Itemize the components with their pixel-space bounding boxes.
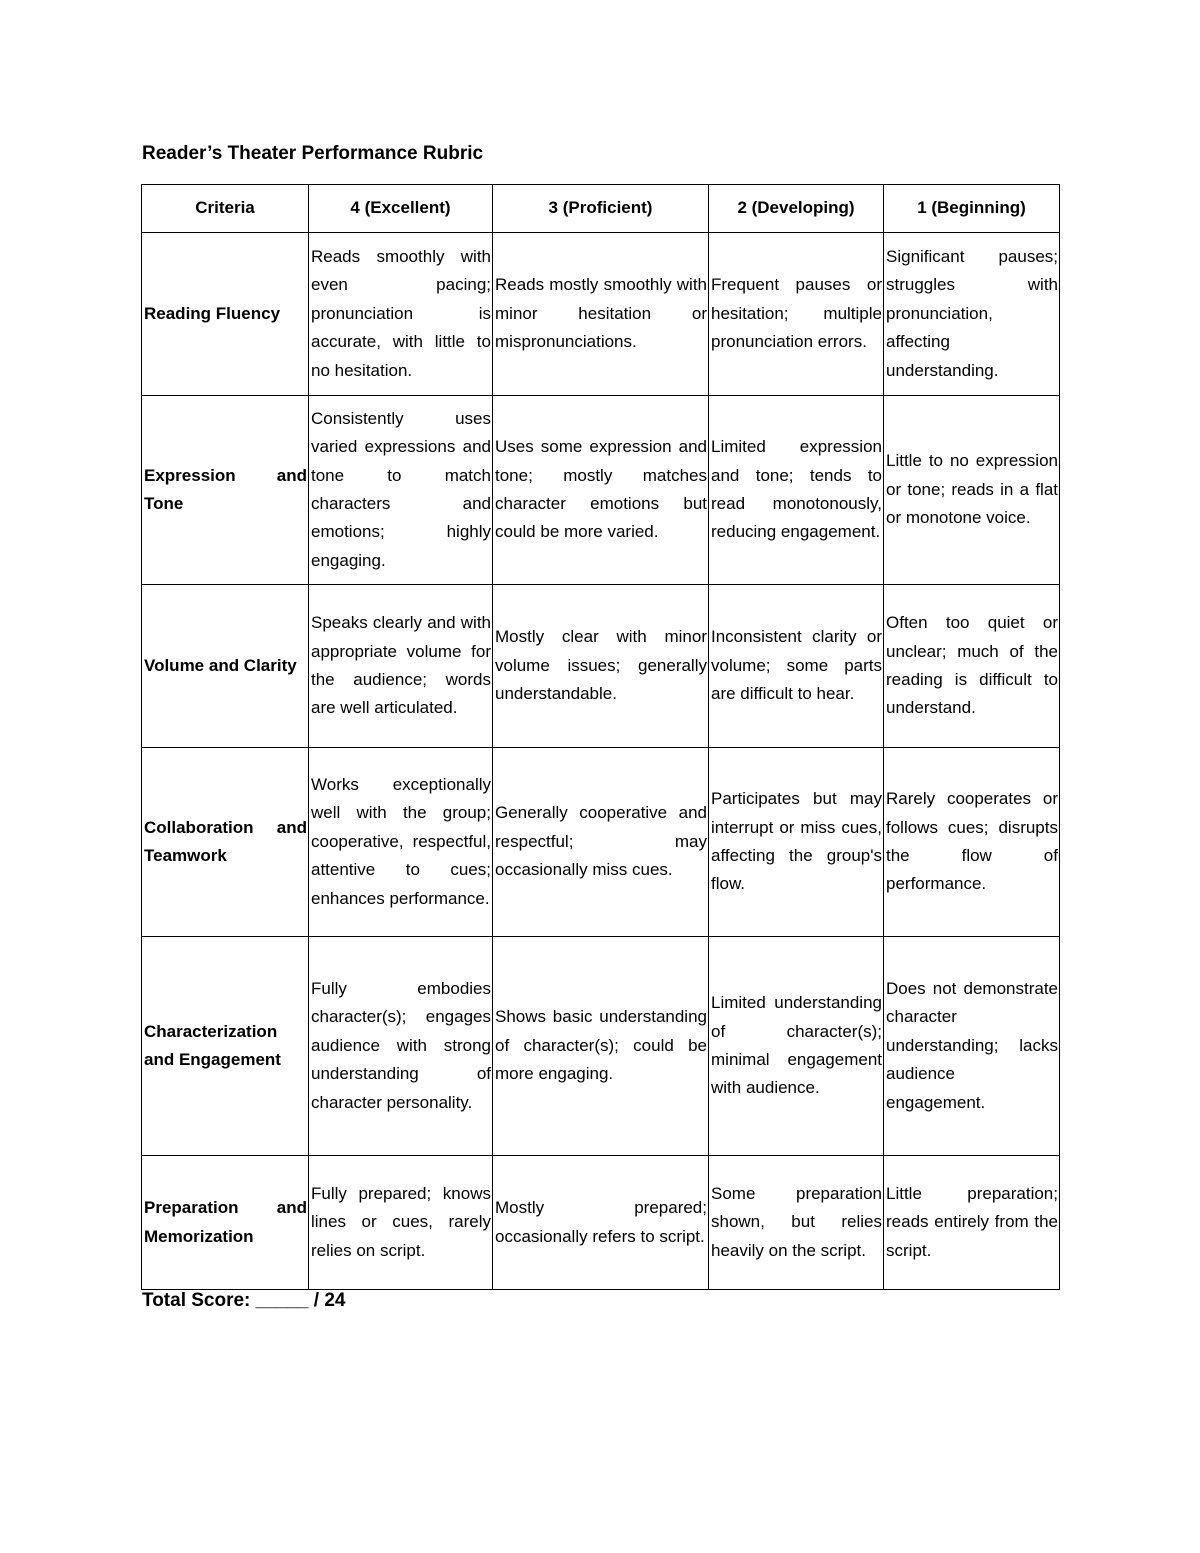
header-proficient: 3 (Proficient) (493, 185, 709, 233)
level-3-cell: Reads mostly smoothly with minor hesitation or mispronunciations. (493, 233, 709, 396)
level-2-cell: Inconsistent clarity or volume; some parts are difficult to hear. (709, 585, 884, 748)
criteria-cell: Reading Fluency (142, 233, 309, 396)
criteria-cell: Collaboration and Teamwork (142, 748, 309, 937)
page-title: Reader’s Theater Performance Rubric (142, 143, 484, 164)
level-4-cell: Speaks clearly and with appropriate volume for the audience; words are well articulated. (309, 585, 493, 748)
level-3-cell: Mostly prepared; occasionally refers to script. (493, 1156, 709, 1290)
level-3-cell: Mostly clear with minor volume issues; generally understandable. (493, 585, 709, 748)
level-3-cell: Shows basic understanding of character(s); could be more engaging. (493, 937, 709, 1156)
header-criteria: Criteria (142, 185, 309, 233)
total-score: Total Score: _____ / 24 (142, 1290, 346, 1311)
level-1-cell: Does not demonstrate character understanding; lacks audience engagement. (884, 937, 1060, 1156)
header-row (142, 185, 1060, 233)
level-1-cell: Significant pauses; struggles with pronunciation, affecting understanding. (884, 233, 1060, 396)
table-row (142, 396, 1060, 585)
level-2-cell: Limited expression and tone; tends to read monotonously, reducing engagement. (709, 396, 884, 585)
level-2-cell: Frequent pauses or hesitation; multiple pronunciation errors. (709, 233, 884, 396)
level-1-cell: Little preparation; reads entirely from the script. (884, 1156, 1060, 1290)
level-2-cell: Some preparation shown, but relies heavily on the script. (709, 1156, 884, 1290)
level-2-cell: Limited understanding of character(s); minimal engagement with audience. (709, 937, 884, 1156)
level-1-cell: Rarely cooperates or follows cues; disrupts the flow of performance. (884, 748, 1060, 937)
level-3-cell: Generally cooperative and respectful; may occasionally miss cues. (493, 748, 709, 937)
level-1-cell: Often too quiet or unclear; much of the reading is difficult to understand. (884, 585, 1060, 748)
criteria-cell: Expression and Tone (142, 396, 309, 585)
level-4-cell: Fully embodies character(s); engages audience with strong understanding of character personality. (309, 937, 493, 1156)
header-excellent: 4 (Excellent) (309, 185, 493, 233)
level-4-cell: Reads smoothly with even pacing; pronunciation is accurate, with little to no hesitation. (309, 233, 493, 396)
table-row (142, 748, 1060, 937)
criteria-cell: Volume and Clarity (142, 585, 309, 748)
table-row (142, 585, 1060, 748)
level-4-cell: Consistently uses varied expressions and tone to match characters and emotions; highly engaging. (309, 396, 493, 585)
criteria-cell: Preparation and Memorization (142, 1156, 309, 1290)
rubric-table (141, 184, 1060, 1290)
table-row (142, 1156, 1060, 1290)
table-row (142, 937, 1060, 1156)
level-2-cell: Participates but may interrupt or miss cues, affecting the group's flow. (709, 748, 884, 937)
level-4-cell: Works exceptionally well with the group; cooperative, respectful, attentive to cues; enhances performance. (309, 748, 493, 937)
level-1-cell: Little to no expression or tone; reads in a flat or monotone voice. (884, 396, 1060, 585)
level-3-cell: Uses some expression and tone; mostly matches character emotions but could be more varied. (493, 396, 709, 585)
header-developing: 2 (Developing) (709, 185, 884, 233)
header-beginning: 1 (Beginning) (884, 185, 1060, 233)
criteria-cell: Characterization and Engagement (142, 937, 309, 1156)
level-4-cell: Fully prepared; knows lines or cues, rarely relies on script. (309, 1156, 493, 1290)
table-row (142, 233, 1060, 396)
